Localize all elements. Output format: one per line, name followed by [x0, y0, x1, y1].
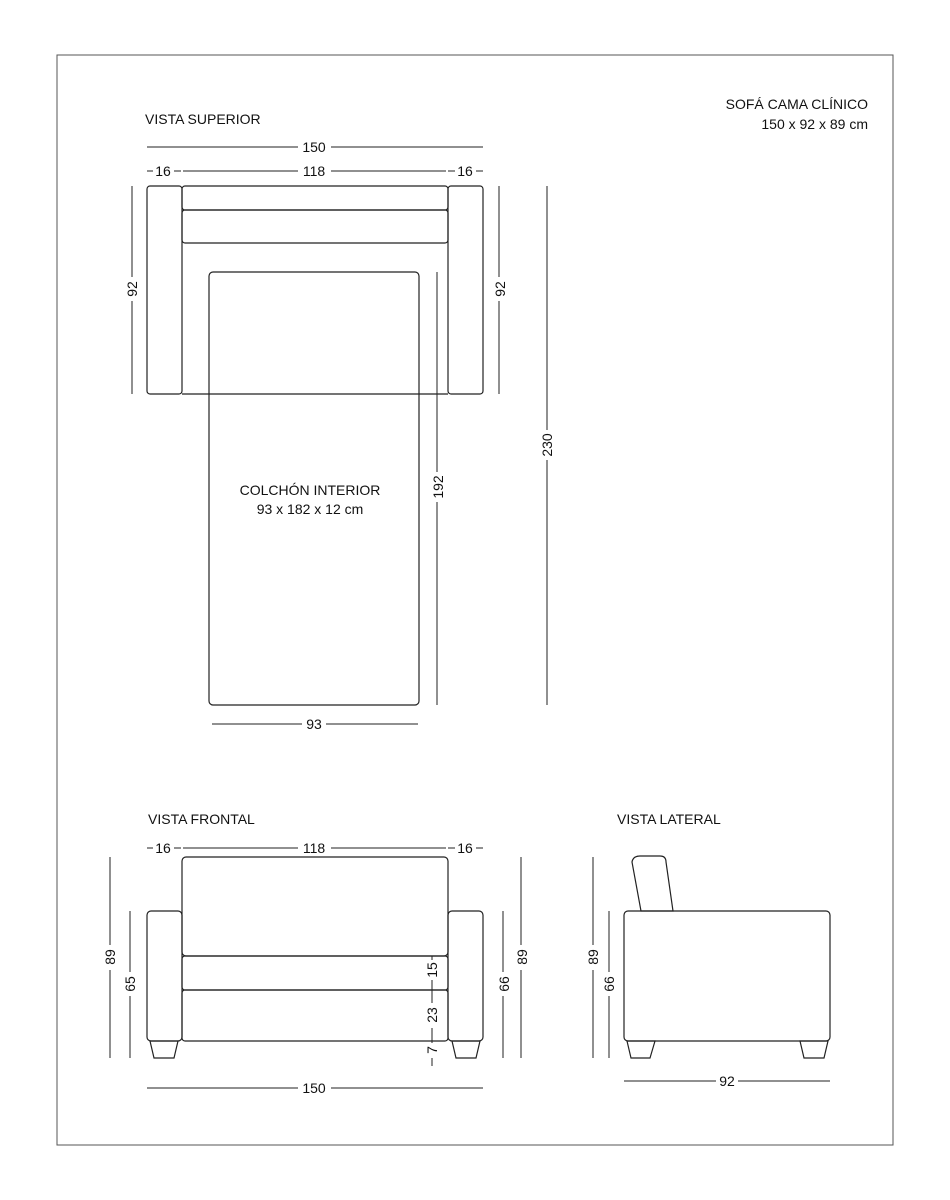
- side-view: [585, 856, 830, 1089]
- dim-label: 230: [539, 433, 555, 457]
- title-name: SOFÁ CAMA CLÍNICO: [725, 96, 868, 112]
- dim-label: 16: [457, 163, 473, 179]
- dim-label: 118: [302, 163, 326, 179]
- top-view: [124, 139, 555, 732]
- front-seat-cushion: [182, 956, 448, 990]
- dim-label: 192: [430, 475, 446, 499]
- dim-mattress-width: [212, 716, 418, 732]
- top-right-armrest: [448, 186, 483, 394]
- dim-label: 23: [424, 1007, 440, 1023]
- dim-top-depth-left: [124, 186, 140, 394]
- top-left-armrest: [147, 186, 182, 394]
- dim-top-total-width: [147, 139, 483, 155]
- front-base: [182, 990, 448, 1041]
- dim-label: 92: [719, 1073, 735, 1089]
- dim-label: 118: [302, 840, 326, 856]
- dim-label: 7: [424, 1046, 440, 1054]
- side-front-leg: [627, 1041, 655, 1058]
- dim-label: 89: [585, 949, 601, 965]
- dim-label: 16: [155, 840, 171, 856]
- dim-front-chain: [424, 956, 440, 1066]
- front-right-leg: [452, 1041, 480, 1058]
- dim-label: 65: [122, 976, 138, 992]
- dim-front-height-left: [102, 857, 118, 1058]
- front-view-label: VISTA FRONTAL: [148, 811, 255, 827]
- front-backrest: [182, 857, 448, 956]
- dim-top-parts: [147, 163, 483, 179]
- dim-label: 66: [496, 976, 512, 992]
- front-left-armrest: [147, 911, 182, 1041]
- dim-label: 93: [306, 716, 322, 732]
- dim-side-body-height: [601, 911, 617, 1058]
- mattress-label: COLCHÓN INTERIOR: [239, 482, 381, 498]
- front-left-leg: [150, 1041, 178, 1058]
- side-back-leg: [800, 1041, 828, 1058]
- dim-front-arm-height-left: [122, 911, 138, 1058]
- dim-label: 66: [601, 976, 617, 992]
- dim-label: 92: [124, 281, 140, 297]
- dim-total-length: [539, 186, 555, 705]
- dim-top-depth-right: [492, 186, 508, 394]
- dim-label: 150: [302, 1080, 326, 1096]
- dim-label: 89: [514, 949, 530, 965]
- dim-mattress-length: [430, 272, 446, 705]
- front-right-armrest: [448, 911, 483, 1041]
- dim-label: 89: [102, 949, 118, 965]
- side-backrest: [632, 856, 673, 911]
- dim-front-arm-height-right: [496, 911, 512, 1058]
- dim-label: 150: [302, 139, 326, 155]
- dim-label: 16: [155, 163, 171, 179]
- top-view-label: VISTA SUPERIOR: [145, 111, 261, 127]
- top-backrest-upper: [182, 186, 448, 210]
- side-view-label: VISTA LATERAL: [617, 811, 721, 827]
- dim-side-depth: [624, 1073, 830, 1089]
- side-body: [624, 911, 830, 1041]
- title-dims: 150 x 92 x 89 cm: [761, 116, 868, 132]
- dim-front-height-right: [514, 857, 530, 1058]
- mattress-dims: 93 x 182 x 12 cm: [256, 501, 364, 517]
- dim-label: 92: [492, 281, 508, 297]
- dim-label: 16: [457, 840, 473, 856]
- dim-side-total-height: [585, 857, 601, 1058]
- top-backrest-lower: [182, 210, 448, 243]
- front-view: [102, 840, 530, 1096]
- dim-front-total-width: [147, 1080, 483, 1096]
- dim-label: 15: [424, 962, 440, 978]
- dim-front-parts: [147, 840, 483, 856]
